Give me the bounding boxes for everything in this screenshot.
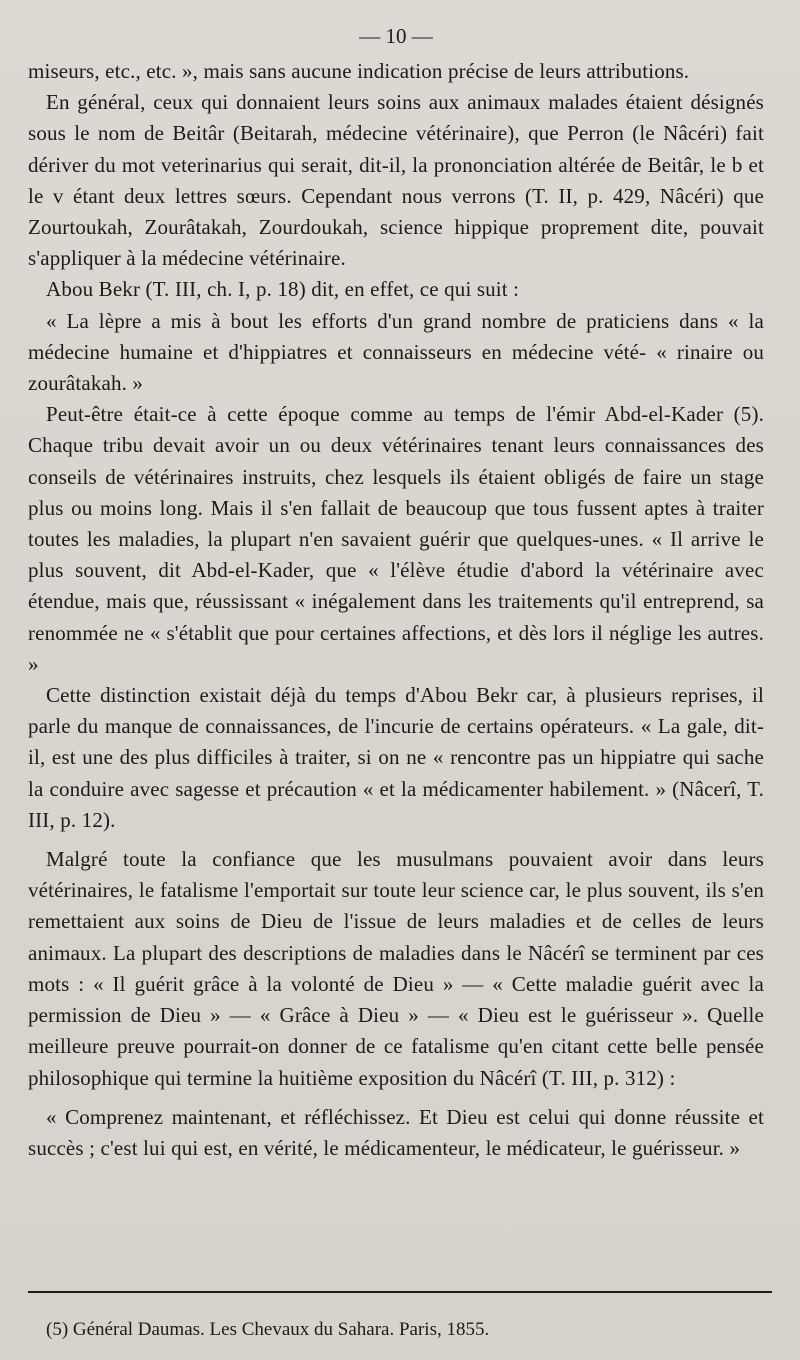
page-number: — 10 — [359,24,433,48]
paragraph-1: miseurs, etc., etc. », mais sans aucune indication précise de leurs attributions. [28,59,690,83]
quote-lepre: « La lèpre a mis à bout les efforts d'un grand nombre de praticiens dans « la médecine humaine et d'hippiatres et connaisseurs en médecine vété- « rinaire ou zourâtakah. » [28,308,764,396]
paragraph-3: Abou Bekr (T. III, ch. I, p. 18) dit, en effet, ce qui suit : [46,277,520,302]
paragraph-2: En général, ceux qui donnaient leurs soins aux animaux malades étaient désignés sous le nom de Beitâr (Beitarah, médecine vétérinaire), que Perron (le Nâcéri) fait dériver du mot veterinarius qui serait, dit-il, la prononciation altérée de Beitâr, le b et le v étant deux lettres sœurs. Cependant nous verrons (T. II, p. 429, Nâcéri) que Zourtoukah, Zourâtakah, Zourdoukah, science hippique proprement dite, pouvait s'appliquer à la médecine vétérinaire. [28,90,764,271]
body-text [28,56,764,1164]
quote-final: « Comprenez maintenant, et réfléchissez. Et Dieu est celui qui donne réussite et succès ; c'est lui qui est, en vérité, le médicamenteur, le médicateur, le guérisseur. » [28,1104,764,1160]
paragraph-6: Malgré toute la confiance que les musulmans pouvaient avoir dans leurs vétérinaires, le fatalisme l'emportait sur toute leur science car, le plus souvent, ils s'en remettaient aux soins de Dieu de l'issue de leurs maladies et de celles de leurs animaux. La plupart des descriptions de maladies dans le Nâcérî se terminent par ces mots : « Il guérit grâce à la volonté de Dieu » — « Cette maladie guérit avec la permission de Dieu » — « Grâce à Dieu » — « Dieu est le guérisseur ». Quelle meilleure preuve pourrait-on donner de ce fatalisme qu'en citant cette belle pensée philosophique qui termine la huitième exposition du Nâcérî (T. III, p. 312) : [28,847,764,1090]
paragraph-4: Peut-être était-ce à cette époque comme au temps de l'émir Abd-el-Kader (5). Chaque tribu devait avoir un ou deux vétérinaires tenant leurs connaissances des conseils de vétérinaires instruits, chez lesquels ils étaient obligés de faire un stage plus ou moins long. Mais il s'en fallait de beaucoup que tous fussent aptes à traiter toutes les maladies, la plupart n'en savaient guérir que quelques-unes. « Il arrive le plus souvent, dit Abd-el-Kader, que « l'élève étudie d'abord la vétérinaire avec étendue, mais que, réussissant « inégalement dans les traitements qu'il entreprend, sa renommée ne « s'établit que pour certaines affections, et dès lors il néglige les autres. » [28,402,764,676]
footnote-rule [28,1291,772,1293]
paragraph-5: Cette distinction existait déjà du temps d'Abou Bekr car, à plusieurs reprises, il parle du manque de connaissances, de l'incurie de certains opérateurs. « La gale, dit-il, est une des plus difficiles à traiter, si on ne « rencontre pas un hippiatre qui sache la conduire avec sagesse et précaution « et la médicamenter habilement. » (Nâcerî, T. III, p. 12). [28,683,764,832]
footnote: (5) Général Daumas. Les Chevaux du Sahara. Paris, 1855. [46,1319,490,1340]
